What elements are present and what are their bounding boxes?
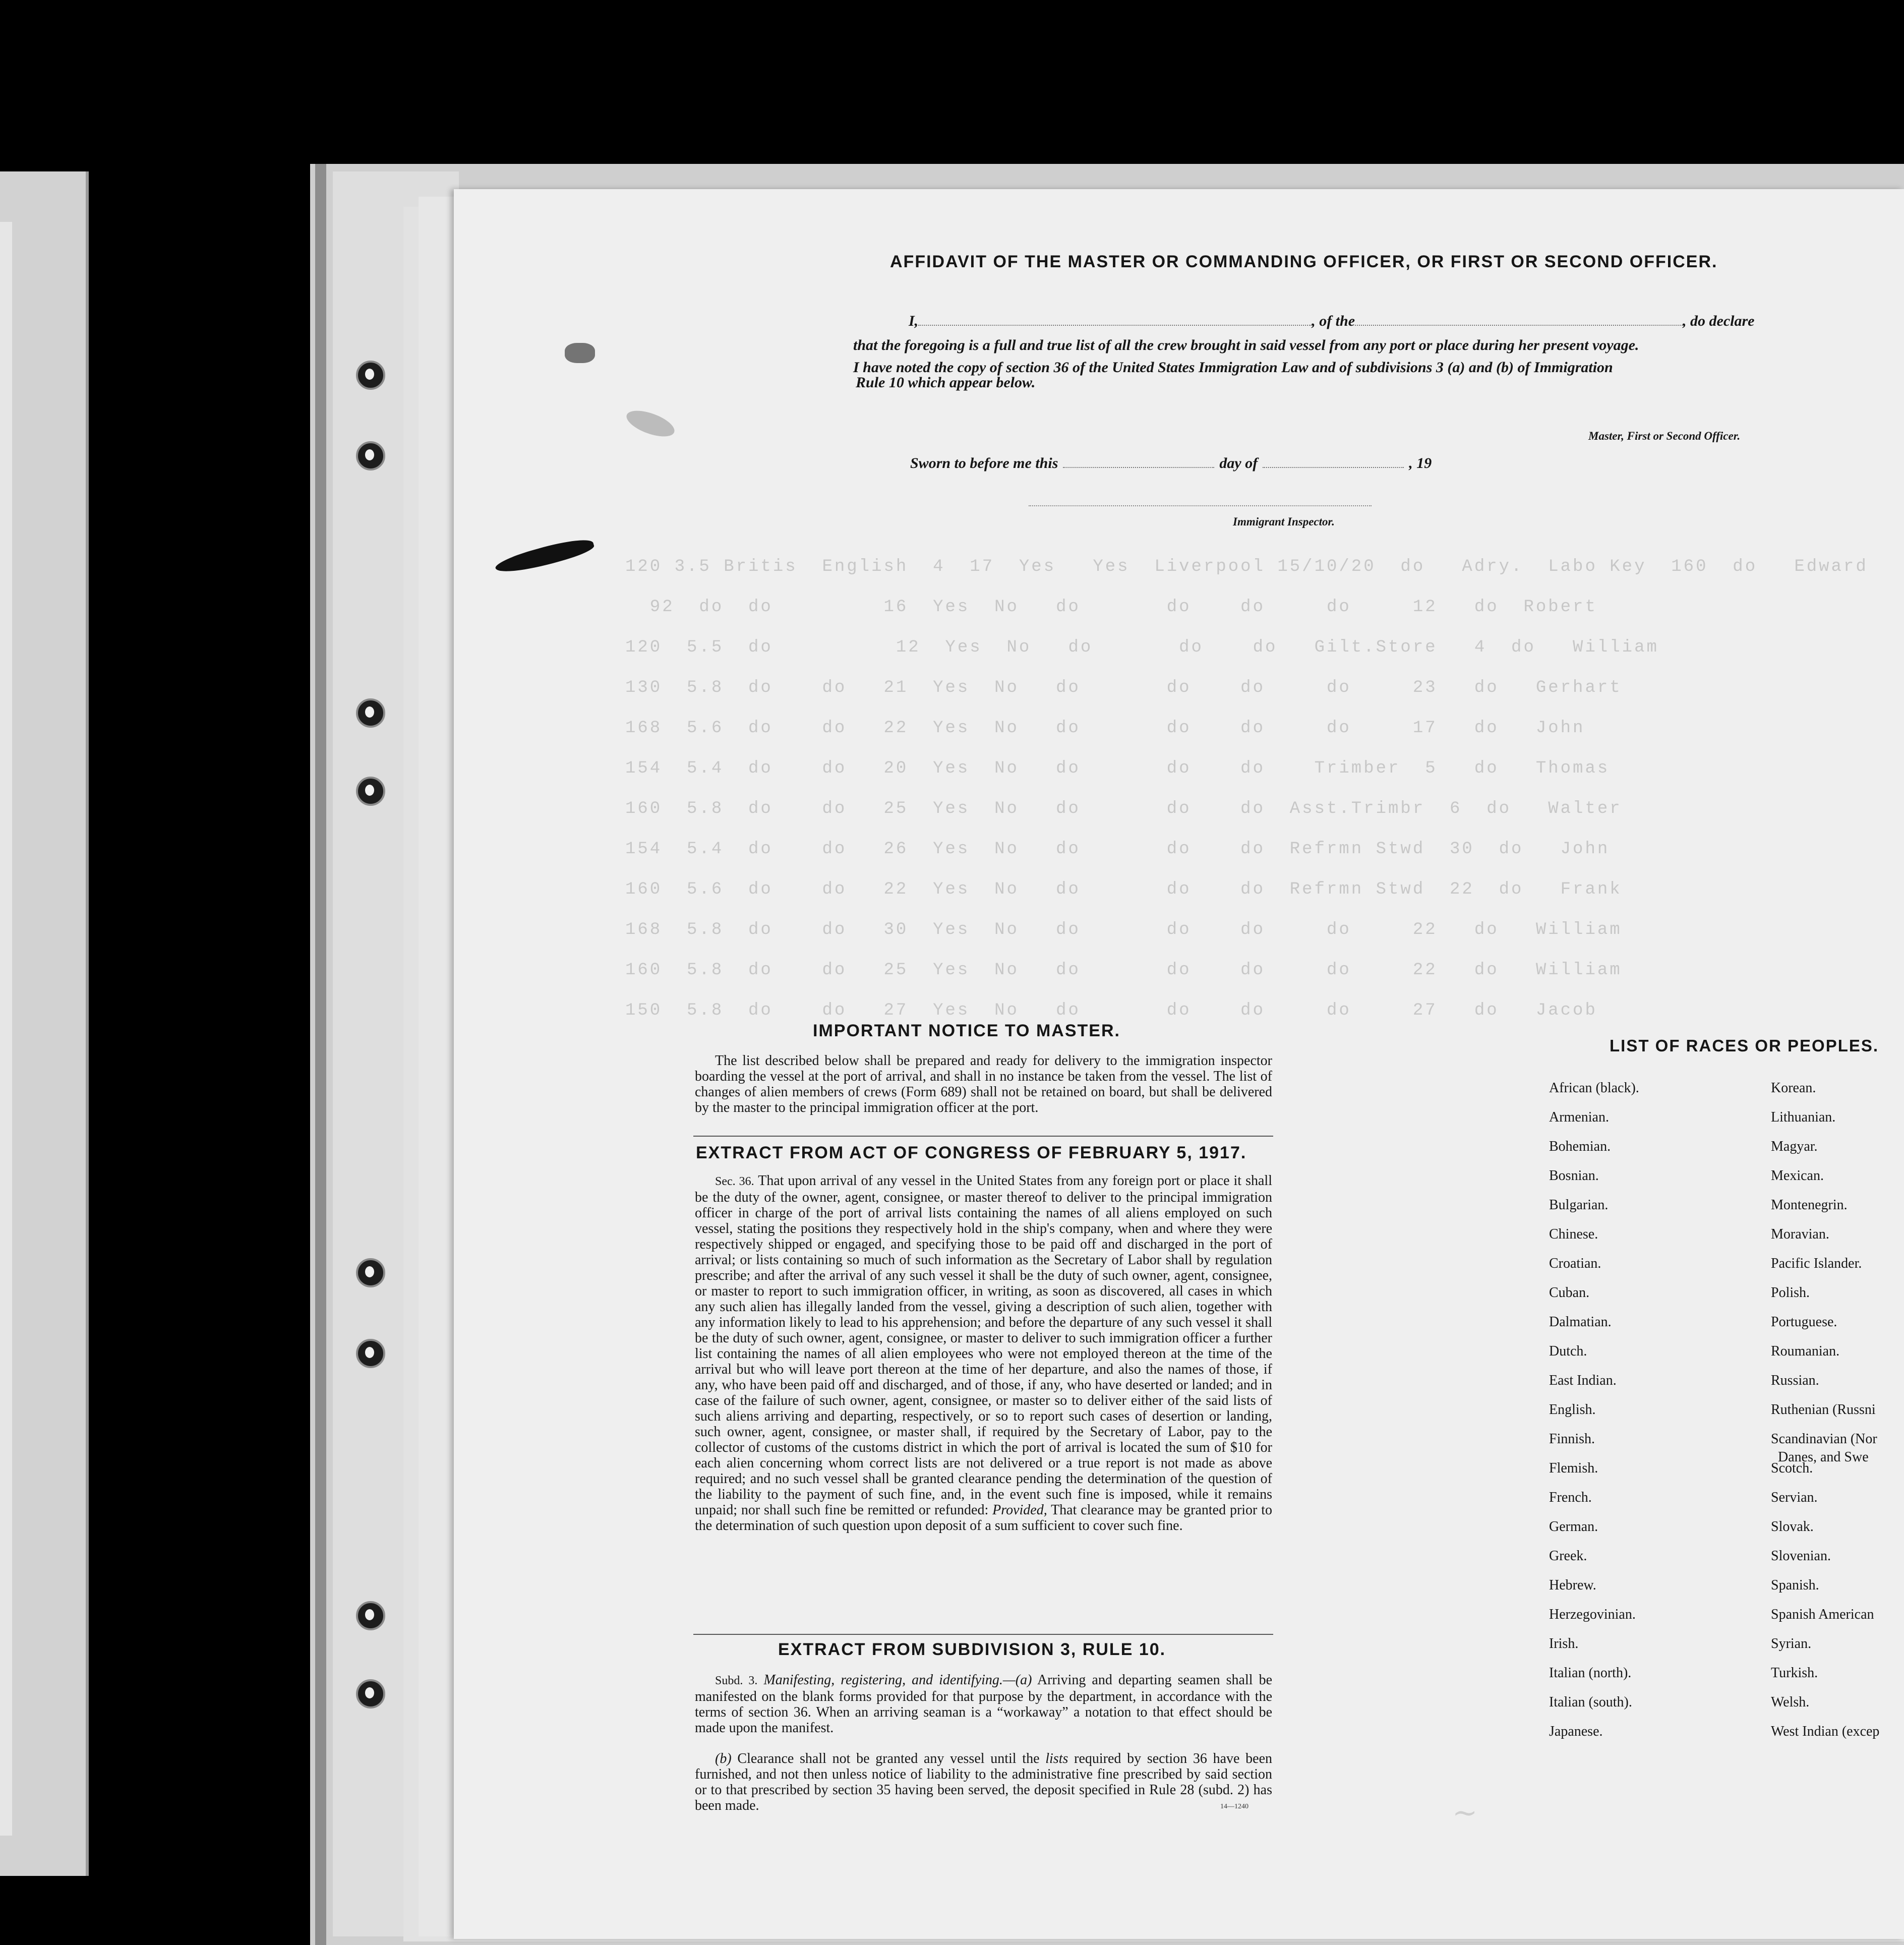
race-item: Irish. xyxy=(1549,1636,1579,1652)
name-blank[interactable] xyxy=(918,325,1312,326)
race-item: Bosnian. xyxy=(1549,1168,1599,1184)
b-lists: lists xyxy=(1045,1751,1068,1766)
race-item: Portuguese. xyxy=(1771,1314,1837,1330)
race-item: Dalmatian. xyxy=(1549,1314,1612,1330)
act-title: EXTRACT FROM ACT OF CONGRESS OF FEBRUARY 5, 1917. xyxy=(696,1143,1247,1162)
race-item: Scandinavian (Nor Danes, and Swe xyxy=(1771,1431,1877,1465)
sec-label: Sec. 36. xyxy=(715,1175,754,1188)
act-body xyxy=(695,1173,1272,1534)
punch-hole-icon xyxy=(356,777,385,806)
races-column-1 xyxy=(1549,1079,1639,1752)
races-title: LIST OF RACES OR PEOPLES. xyxy=(1610,1036,1879,1055)
punch-hole-icon xyxy=(356,1339,385,1368)
act-text: That upon arrival of any vessel in the United States from any foreign port or place it shall be the duty of the owner, agent, consignee, or master thereof to deliver to the principal immigration officer in charge of the port of arrival lists containing the names of all aliens employed on such vessel, stating the positions they respectively hold in the ship's company, when and where they were respectively shipped or engaged, and specifying those to be paid off and discharged in the port of arrival; or lists containing so much of such information as the Secretary of Labor shall by regulation prescribe; and after the arrival of any such vessel it shall be the duty of such owner, agent, consignee, or master to report to such immigration officer, in writing, as soon as discovered, all cases in which any such alien has illegally landed from the vessel, giving a description of such alien, together with any information likely to lead to his apprehension; and before the departure of any such vessel it shall be the duty of such owner, agent, consignee, or master to deliver to such immigration officer a further list containing the names of all alien employees who were not employed thereon at the time of the arrival but who will leave port thereon at the time of her departure, and also the names of those, if any, who have been paid off and discharged, and of those, if any, who have deserted or landed; and in case of the failure of such owner, agent, consignee, or master so to deliver either of the said lists of such aliens arriving and departing, respectively, or so to report such cases of desertion or landing, such owner, agent, consignee, or master shall, if required by the Secretary of Labor, pay to the collector of customs of the customs district in which the port of arrival is located the sum of $10 for each alien concerning whom correct lists are not delivered or a true report is not made as above required; and no such vessel shall be granted clearance pending the determination of the question of the liability to the payment of such fine, and, in the event such fine is imposed, while it remains unpaid; nor shall such fine be remitted or refunded: xyxy=(695,1173,1272,1518)
declaration-of-the: , of the xyxy=(1312,313,1355,329)
vessel-blank[interactable] xyxy=(1355,325,1683,326)
rule-body-b xyxy=(695,1751,1272,1813)
ink-mark xyxy=(565,343,595,363)
race-item: German. xyxy=(1549,1519,1598,1535)
race-item: Flemish. xyxy=(1549,1460,1598,1476)
race-item: Herzegovinian. xyxy=(1549,1607,1636,1622)
race-item: Syrian. xyxy=(1771,1636,1812,1652)
declaration-line-4: Rule 10 which appear below. xyxy=(856,374,1036,391)
form-number: 14—1240 xyxy=(1220,1803,1248,1810)
punch-hole-icon xyxy=(356,698,385,728)
race-item: Korean. xyxy=(1771,1080,1816,1096)
notice-body xyxy=(695,1053,1272,1115)
race-item: French. xyxy=(1549,1490,1592,1505)
race-item: East Indian. xyxy=(1549,1373,1617,1388)
notice-text: The list described below shall be prepared and ready for delivery to the immigration inspector boarding the vessel at the port of arrival, and shall in no instance be taken from the vessel. The list of changes of alien members of crews (Form 689) shall not be retained on board, but shall be delivered by the master to the principal immigration officer at the port. xyxy=(695,1053,1272,1115)
race-item: Welsh. xyxy=(1771,1694,1810,1710)
race-item: Moravian. xyxy=(1771,1226,1829,1242)
binder-edge xyxy=(315,164,326,1945)
declaration-i: I, xyxy=(909,313,919,329)
race-item: Servian. xyxy=(1771,1490,1818,1505)
affidavit-title: AFFIDAVIT OF THE MASTER OR COMMANDING OFFICER, OR FIRST OR SECOND OFFICER. xyxy=(890,252,1718,271)
race-item: Chinese. xyxy=(1549,1226,1598,1242)
punch-hole-icon xyxy=(356,361,385,390)
race-item: Roumanian. xyxy=(1771,1343,1840,1359)
race-item: Lithuanian. xyxy=(1771,1109,1836,1125)
subd-heading: Manifesting, registering, and identifying.—(a) xyxy=(763,1672,1032,1688)
b-text-2: required by section 36 have been furnished, and not then unless notice of liability to the administrative fine prescribed by said section or to that prescribed by section 35 having been served, the deposit specified in Rule 28 (subd. 2) has been made. xyxy=(695,1751,1273,1813)
punch-hole-icon xyxy=(356,1258,385,1287)
month-blank[interactable] xyxy=(1263,467,1404,468)
declaration-line-3: I have noted the copy of section 36 of the United States Immigration Law and of subdivisions 3 (a) and (b) of Immigration xyxy=(853,359,1613,376)
rule-title: EXTRACT FROM SUBDIVISION 3, RULE 10. xyxy=(778,1640,1166,1659)
declaration-line-2: that the foregoing is a full and true list of all the crew brought in said vessel from any port or place during her present voyage. xyxy=(853,337,1639,353)
race-item: Hebrew. xyxy=(1549,1577,1596,1593)
race-item: African (black). xyxy=(1549,1080,1639,1096)
race-item: Spanish American xyxy=(1771,1607,1874,1622)
race-item: Japanese. xyxy=(1549,1724,1603,1739)
subd-label: Subd. 3. xyxy=(715,1674,758,1687)
declaration-do-declare: , do declare xyxy=(1683,313,1755,329)
sworn-text: Sworn to before me this xyxy=(910,455,1058,471)
provided-text: Provided, xyxy=(992,1502,1047,1518)
declaration-line-1 xyxy=(909,313,1754,330)
race-item: Finnish. xyxy=(1549,1431,1595,1447)
faint-signature: ~ xyxy=(1452,1795,1478,1831)
race-item: English. xyxy=(1549,1402,1596,1418)
race-item: West Indian (excep xyxy=(1771,1724,1880,1739)
race-item: Dutch. xyxy=(1549,1343,1587,1359)
punch-hole-icon xyxy=(356,1679,385,1708)
notice-title: IMPORTANT NOTICE TO MASTER. xyxy=(813,1021,1120,1040)
sworn-line xyxy=(910,455,1432,472)
race-item: Montenegrin. xyxy=(1771,1197,1848,1213)
day-of-text: day of xyxy=(1219,455,1258,471)
race-item: Polish. xyxy=(1771,1285,1810,1301)
races-column-2 xyxy=(1771,1079,1879,1752)
race-item: Slovenian. xyxy=(1771,1548,1831,1564)
day-blank[interactable] xyxy=(1063,467,1214,468)
race-item: Russian. xyxy=(1771,1373,1819,1388)
race-item: Italian (north). xyxy=(1549,1665,1632,1681)
b-label: (b) xyxy=(715,1751,732,1766)
inspector-signature-line[interactable] xyxy=(1029,505,1372,506)
race-item: Spanish. xyxy=(1771,1577,1819,1593)
race-item: Bulgarian. xyxy=(1549,1197,1609,1213)
b-text-1: Clearance shall not be granted any vessel until the xyxy=(737,1751,1040,1766)
year-prefix: , 19 xyxy=(1409,455,1432,471)
race-item: Armenian. xyxy=(1549,1109,1609,1125)
race-item: Pacific Islander. xyxy=(1771,1256,1862,1271)
master-signature-label: Master, First or Second Officer. xyxy=(1588,430,1741,442)
section-divider xyxy=(693,1634,1273,1635)
race-item: Croatian. xyxy=(1549,1256,1601,1271)
rule-body-a xyxy=(695,1672,1272,1736)
race-item: Scotch. xyxy=(1771,1460,1813,1476)
section-divider xyxy=(693,1136,1273,1137)
subd-text: Arriving and departing seamen shall be manifested on the blank forms provided for that purpose by the department, in accordance with the terms of section 36. When an arriving seaman is a “workaway” a notation to that effect should be made upon the manifest. xyxy=(695,1672,1272,1736)
race-item: Ruthenian (Russni xyxy=(1771,1402,1876,1418)
punch-hole-icon xyxy=(356,1601,385,1630)
race-item: Slovak. xyxy=(1771,1519,1814,1535)
race-item: Italian (south). xyxy=(1549,1694,1632,1710)
race-item: Cuban. xyxy=(1549,1285,1590,1301)
race-item: Mexican. xyxy=(1771,1168,1824,1184)
race-item: Greek. xyxy=(1549,1548,1587,1564)
act-text-end: That clearance may be granted prior to the determination of such question upon deposit of a sum sufficient to cover such fine. xyxy=(695,1502,1273,1534)
inspector-label: Immigrant Inspector. xyxy=(1233,515,1335,528)
race-item: Bohemian. xyxy=(1549,1139,1611,1154)
race-item: Turkish. xyxy=(1771,1665,1818,1681)
race-item: Magyar. xyxy=(1771,1139,1818,1154)
punch-hole-icon xyxy=(356,441,385,470)
adjacent-page xyxy=(0,171,89,1876)
